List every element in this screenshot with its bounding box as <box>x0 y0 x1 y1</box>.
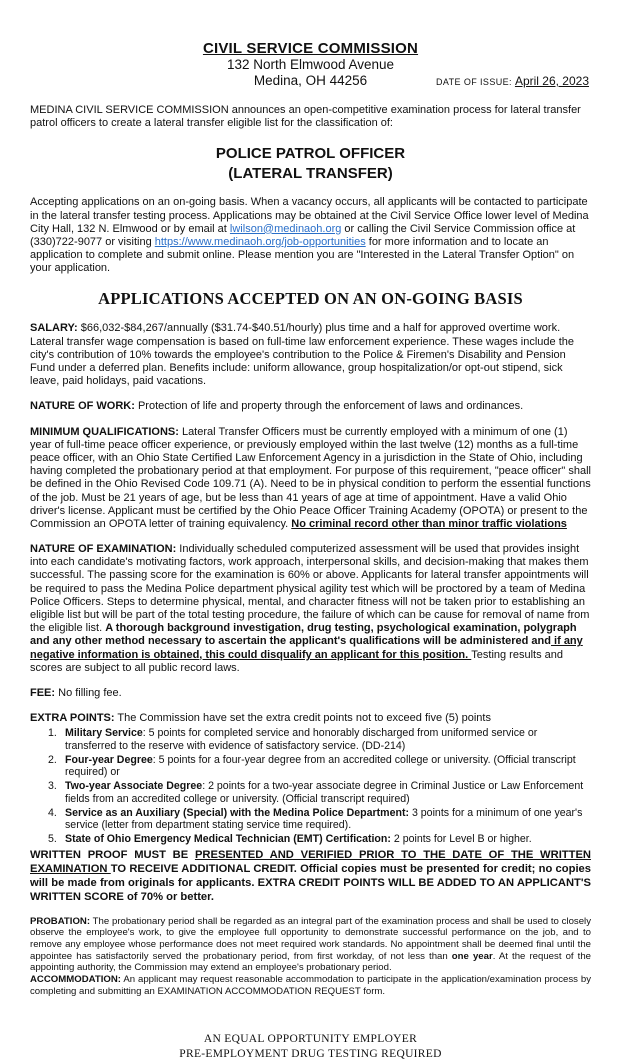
written-proof-bold-2: TO RECEIVE ADDITIONAL CREDIT. Official copies must be presented for credit; no copies will be made from originals for applicants. EXTRA CREDIT POINTS WILL BE ADDED TO AN APPLICANT'S WRITTEN SCORE of 70% or better. <box>30 862 592 903</box>
item-number: 2. <box>48 753 57 766</box>
accommodation-label: ACCOMMODATION: <box>30 974 121 986</box>
probation-paragraph <box>30 916 591 975</box>
no-criminal-record-emphasis: No criminal record other than minor traffic violations <box>291 517 567 530</box>
disqualify-bold-underline: if any negative information is obtained, this could disqualify an applicant for this position. <box>30 635 583 661</box>
item-number: 1. <box>48 727 57 740</box>
item-text: 3 points for a minimum of one year's service (letter from department stating service time required). <box>65 806 583 832</box>
probation-one-year-bold: one year <box>451 950 493 962</box>
written-proof-bold-1: WRITTEN PROOF MUST BE <box>30 848 195 861</box>
accommodation-text: An applicant may request reasonable accommodation to participate in the application/examination process by completing and submitting an EXAMINATION ACCOMMODATION REQUEST form. <box>30 974 591 997</box>
item-text: 2 points for Level B or higher. <box>390 832 532 845</box>
probation-text-2: . At the request of the appointing authority, the Commission may extend an employee's probationary period. <box>30 950 591 974</box>
extra-points-heading <box>30 712 591 725</box>
extra-points-item-5 <box>48 833 591 846</box>
item-title: Two-year Associate Degree <box>65 780 203 793</box>
item-number: 3. <box>48 780 57 793</box>
extra-points-item-4 <box>48 807 591 832</box>
extra-points-item-2 <box>48 754 591 779</box>
application-text-mid: or calling the Civil Service Commission office at (330)722-9077 or visiting <box>30 222 576 248</box>
ongoing-basis-banner: APPLICATIONS ACCEPTED ON AN ON-GOING BASIS <box>98 289 523 309</box>
extra-points-label: EXTRA POINTS: <box>30 712 115 725</box>
fee-paragraph <box>30 687 591 700</box>
nature-of-work-label: NATURE OF WORK: <box>30 400 135 413</box>
nature-of-examination-label: NATURE OF EXAMINATION: <box>30 543 177 556</box>
footer-line-2: PRE-EMPLOYMENT DRUG TESTING REQUIRED <box>179 1048 442 1061</box>
probation-text-1: The probationary period shall be regarded as an integral part of the examination process and shall be used to closely observe the employee's work, to give the employee full opportunity to demonstrate successful performance on the job, and to remove any employee whose performance does not meet required work standards. No appointment shall be deemed final until the appointee has satisfactorily served the probationary period, from first workday, of not less than <box>30 915 591 962</box>
item-text: : 5 points for a four-year degree from an accredited college or university. (Official transcript required) or <box>65 753 576 779</box>
extra-points-intro: The Commission have set the extra credit points not to exceed five (5) points <box>114 712 491 725</box>
address-line-2: Medina, OH 44256 <box>253 73 368 89</box>
job-title-line-1: POLICE PATROL OFFICER <box>215 145 406 163</box>
nature-of-examination-text-2: Testing results and scores are subject to all public record laws. <box>30 648 563 674</box>
extra-points-list <box>30 727 591 845</box>
item-number: 4. <box>48 806 57 819</box>
salary-paragraph <box>30 322 591 388</box>
background-investigation-bold: A thorough background investigation, drug testing, psychological examination, polygraph and any other method necessary to ascertain the applicant's qualifications will be administered and <box>30 622 577 648</box>
minimum-qualifications-text: Lateral Transfer Officers must be currently employed with a minimum of one (1) year of full-time peace officer experience, or previously employed within the last twelve (12) months as a full-time peace officer, with an Ohio State Certified Law Enforcement Agency in a jurisdiction in the State of Ohio, including having completed the probationary period at that employment. For purpose of this requirement, "peace officer" shall be defined in the Ohio Revised Code 109.71 (A). Need to be in physical condition to perform the essential functions of the job. Must be 21 years of age, but be less than 41 years of age at time of appointment. Have a valid Ohio driver's license. Applicant must be certified by the Ohio Peace Officer Training Academy (OPOTA) or present to the Commission an OPOTA letter of training equivalency. <box>30 425 591 530</box>
date-of-issue-label: DATE OF ISSUE: <box>435 76 512 87</box>
job-title <box>30 144 591 183</box>
item-title: Military Service <box>65 727 143 740</box>
fee-label: FEE: <box>30 686 56 699</box>
email-link[interactable]: lwilson@medinaoh.org <box>229 222 342 235</box>
item-title: State of Ohio Emergency Medical Technician (EMT) Certification: <box>65 832 391 845</box>
application-paragraph <box>30 196 591 275</box>
job-opportunities-link[interactable]: https://www.medinaoh.org/job-opportunities <box>154 235 366 248</box>
application-text-pre: Accepting applications on an on-going basis. When a vacancy occurs, all applicants will be contacted to participate in the lateral transfer testing process. Applications may be obtained at the Civil Service Office lower level of Medina City Hall, 132 N. Elmwood or by email at <box>30 196 589 235</box>
item-text: : 5 points for completed service and honorably discharged from uniformed service or transferred to the reserve with evidence of satisfactory service. (DD-214) <box>65 727 538 753</box>
date-of-issue <box>436 72 589 90</box>
written-proof-paragraph <box>30 848 591 904</box>
intro-paragraph: MEDINA CIVIL SERVICE COMMISSION announces an open-competitive examination process for lateral transfer patrol officers to create a lateral transfer eligible list for the classification of: <box>30 103 581 130</box>
probation-label: PROBATION: <box>30 915 91 927</box>
organization-name: CIVIL SERVICE COMMISSION <box>202 40 419 57</box>
accommodation-paragraph <box>30 974 591 997</box>
item-title: Four-year Degree <box>65 753 153 766</box>
nature-of-work-paragraph <box>30 400 591 413</box>
salary-label: SALARY: <box>30 322 78 335</box>
date-of-issue-value: April 26, 2023 <box>514 73 589 88</box>
salary-text: $66,032-$84,267/annually ($31.74-$40.51/hourly) plus time and a half for approved overtime work. Lateral transfer wage compensation is based on full-time law enforcement experience. These wages include the city's contribution of 10% towards the employee's contribution to the Police & Firemen's Disability and Pension Fund under a deferred plan. Benefits include: uniform allowance, group hospitalization/or opt-out stipend, sick leave, paid holidays, paid vacations. <box>30 322 574 388</box>
written-proof-underline: PRESENTED AND VERIFIED PRIOR TO THE DATE OF THE WRITTEN EXAMINATION <box>30 848 592 875</box>
item-number: 5. <box>48 832 57 845</box>
footer-line-1: AN EQUAL OPPORTUNITY EMPLOYER <box>203 1032 418 1045</box>
item-title: Service as an Auxiliary (Special) with the Medina Police Department: <box>65 806 410 819</box>
extra-points-item-3 <box>48 780 591 805</box>
application-text-post: for more information and to locate an application to complete and submit online. Please mention you are "Interested in the Lateral Transfer Option" on your application. <box>30 235 575 275</box>
minimum-qualifications-paragraph <box>30 426 591 532</box>
nature-of-examination-paragraph <box>30 543 591 675</box>
minimum-qualifications-label: MINIMUM QUALIFICATIONS: <box>30 425 179 438</box>
footer <box>30 1032 591 1063</box>
nature-of-examination-text-1: Individually scheduled computerized assessment will be used that provides insight into each candidate's motivating factors, work approach, interpersonal skills, and decision-making that makes them successful. The passing score for the examination is 60% or above. Applicants for lateral transfer appointments will be required to pass the Medina Police department physical agility test which will be proctored by a team of Medina Police Officers. Steps to determine physical, mental, and character fitness will not be taken prior to establishing an eligible list but will be part of the total testing procedure, the failure of which can be cause for removal of name from the eligible list. <box>30 543 590 635</box>
job-title-line-2: (LATERAL TRANSFER) <box>228 164 393 182</box>
address-line-1: 132 North Elmwood Avenue <box>226 57 395 72</box>
item-text: : 2 points for a two-year associate degree in Criminal Justice or Law Enforcement fields from an accredited college or university. (Official transcript required) <box>65 780 584 805</box>
letterhead <box>30 40 591 90</box>
nature-of-work-text: Protection of life and property through the enforcement of laws and ordinances. <box>134 400 524 413</box>
fee-text: No filling fee. <box>55 686 122 699</box>
extra-points-item-1 <box>48 727 591 752</box>
